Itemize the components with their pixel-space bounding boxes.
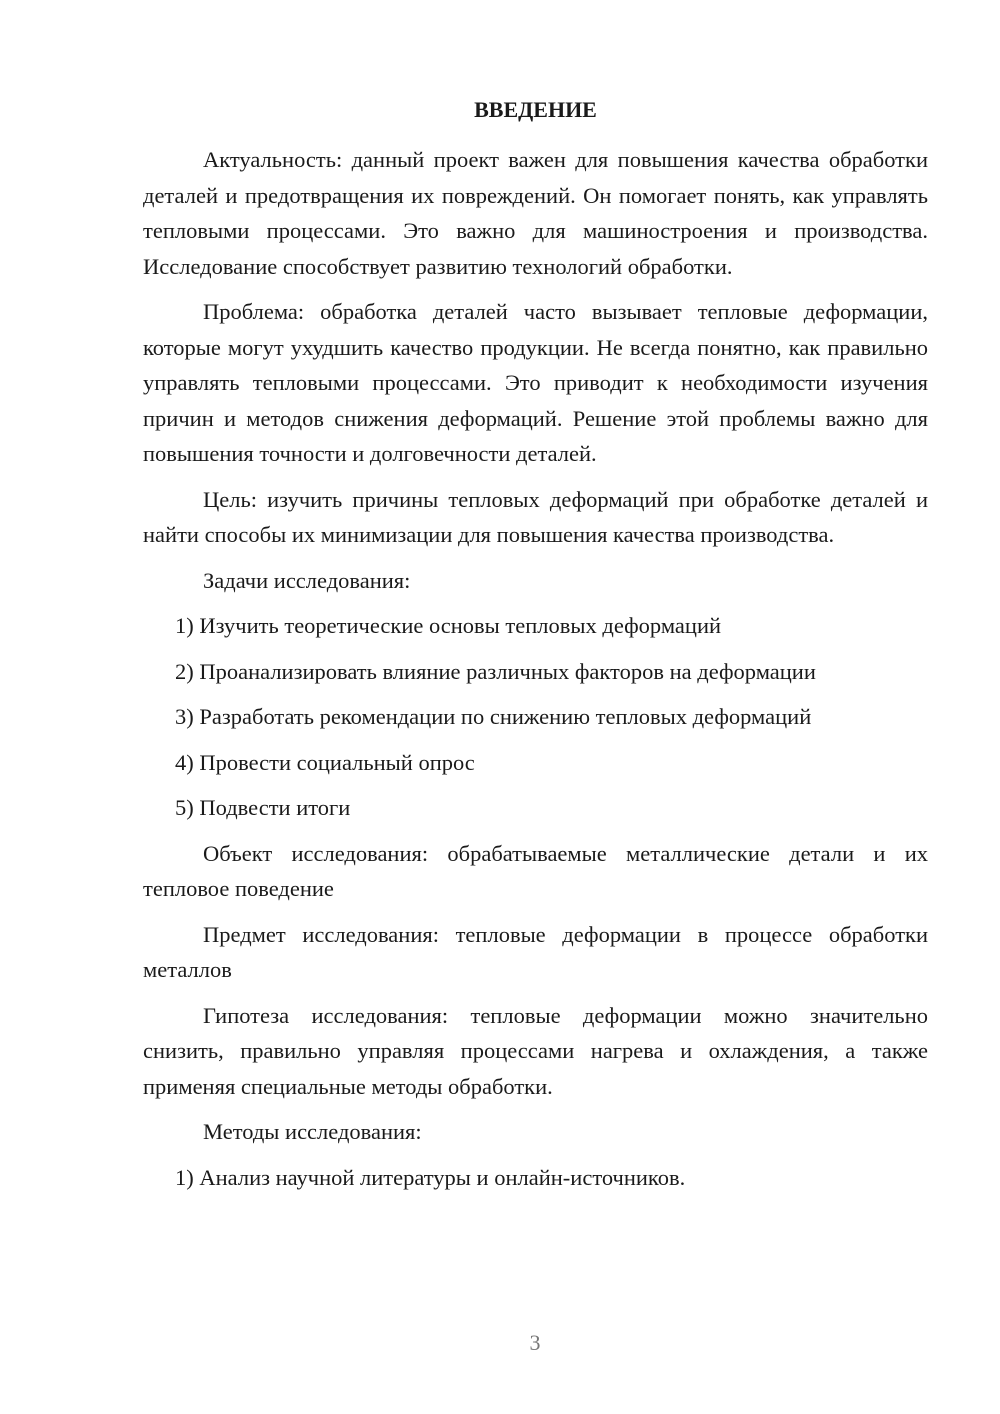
page-number: 3	[529, 1330, 541, 1355]
methods-title: Методы исследования:	[203, 1119, 422, 1144]
task-item: 3) Разработать рекомендации по снижению тепловых деформаций	[175, 704, 812, 729]
goal-paragraph: Цель: изучить причины тепловых деформаций при обработке деталей и найти способы их минимизации для повышения качества производства.	[143, 486, 928, 547]
tasks-title: Задачи исследования:	[203, 567, 411, 593]
hypothesis-paragraph: Гипотеза исследования: тепловые деформации можно значительно снизить, правильно управляя процессами нагрева и охлаждения, а также применяя специальные методы обработки.	[143, 1002, 928, 1099]
method-item: 1) Анализ научной литературы и онлайн-источников.	[175, 1164, 686, 1190]
task-item: 2) Проанализировать влияние различных факторов на деформации	[175, 658, 816, 684]
relevance-paragraph: Актуальность: данный проект важен для повышения качества обработки деталей и предотвращения их повреждений. Он помогает понять, как управлять тепловыми процессами. Это важно для машиностроения и производства. Исследование способствует развитию технологий обработки.	[143, 147, 928, 279]
task-item: 1) Изучить теоретические основы тепловых деформаций	[175, 613, 722, 638]
problem-paragraph: Проблема: обработка деталей часто вызывает тепловые деформации, которые могут ухудшить качество продукции. Не всегда понятно, как правильно управлять тепловыми процессами. Это приводит к необходимости изучения причин и методов снижения деформаций. Решение этой проблемы важно для повышения точности и долговечности деталей.	[143, 299, 928, 466]
section-heading: ВВЕДЕНИЕ	[474, 97, 597, 122]
subject-paragraph: Предмет исследования: тепловые деформации в процессе обработки металлов	[143, 921, 928, 982]
object-paragraph: Объект исследования: обрабатываемые металлические детали и их тепловое поведение	[143, 840, 928, 901]
page-content	[143, 92, 928, 1195]
task-item: 5) Подвести итоги	[175, 795, 351, 820]
task-item: 4) Провести социальный опрос	[175, 749, 475, 775]
